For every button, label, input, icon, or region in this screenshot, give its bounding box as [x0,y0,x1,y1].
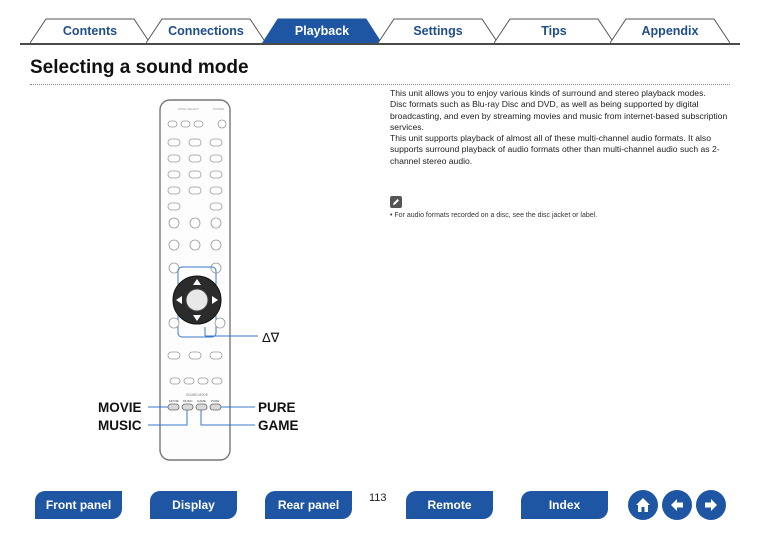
display-button[interactable]: Display [150,491,237,519]
home-icon [634,496,652,514]
tab-connections[interactable]: Connections [146,18,266,44]
tab-playback[interactable]: Playback [262,18,382,44]
page-number: 113 [369,492,387,504]
tab-contents[interactable]: Contents [30,18,150,44]
sound-mode-button-music-label: MUSIC [183,399,193,403]
tab-settings[interactable]: Settings [378,18,498,44]
zone-select-label: ZONE SELECT [178,107,199,111]
page-title: Selecting a sound mode [30,57,249,78]
callout-music: MUSIC [98,418,142,433]
description-paragraph-2: Disc formats such as Blu-ray Disc and DVD, as well as being supported by digital broadcasting, and even by streaming movies and music from internet-based subscription services. [390,99,728,132]
cursor-up-down-callout: Δ∇ [262,330,280,345]
back-arrow-icon [668,496,686,514]
power-label: POWER [213,107,225,111]
sound-mode-button-pure-label: PURE [211,399,220,403]
description-paragraph-1: This unit allows you to enjoy various kinds of surround and stereo playback modes. [390,88,706,98]
title-divider [30,84,730,85]
bullet-icon: • [390,212,395,219]
sound-mode-caption: SOUND MODE [186,393,208,397]
tab-tips[interactable]: Tips [494,18,614,44]
description [390,88,730,167]
forward-button[interactable] [696,490,726,520]
callout-game: GAME [258,418,299,433]
remote-control-illustration [110,95,360,465]
callout-pure: PURE [258,400,296,415]
rear-panel-button[interactable]: Rear panel [265,491,352,519]
index-button[interactable]: Index [521,491,608,519]
tab-appendix[interactable]: Appendix [610,18,730,44]
remote-button[interactable]: Remote [406,491,493,519]
sound-mode-button-game-label: GAME [197,399,206,403]
description-paragraph-3: This unit supports playback of almost all of these multi-channel audio formats. It also supports surround playback of audio formats other than multi-channel audio such as 2-channel stereo audio. [390,133,720,166]
sound-mode-button-movie-label: MOVIE [169,399,179,403]
home-button[interactable] [628,490,658,520]
tab-bar [30,18,730,44]
forward-arrow-icon [702,496,720,514]
note [390,212,730,219]
back-button[interactable] [662,490,692,520]
memo-pencil-icon [390,196,402,208]
tab-underline [20,43,740,45]
note-text: For audio formats recorded on a disc, see the disc jacket or label. [394,212,598,219]
front-panel-button[interactable]: Front panel [35,491,122,519]
callout-movie: MOVIE [98,400,142,415]
